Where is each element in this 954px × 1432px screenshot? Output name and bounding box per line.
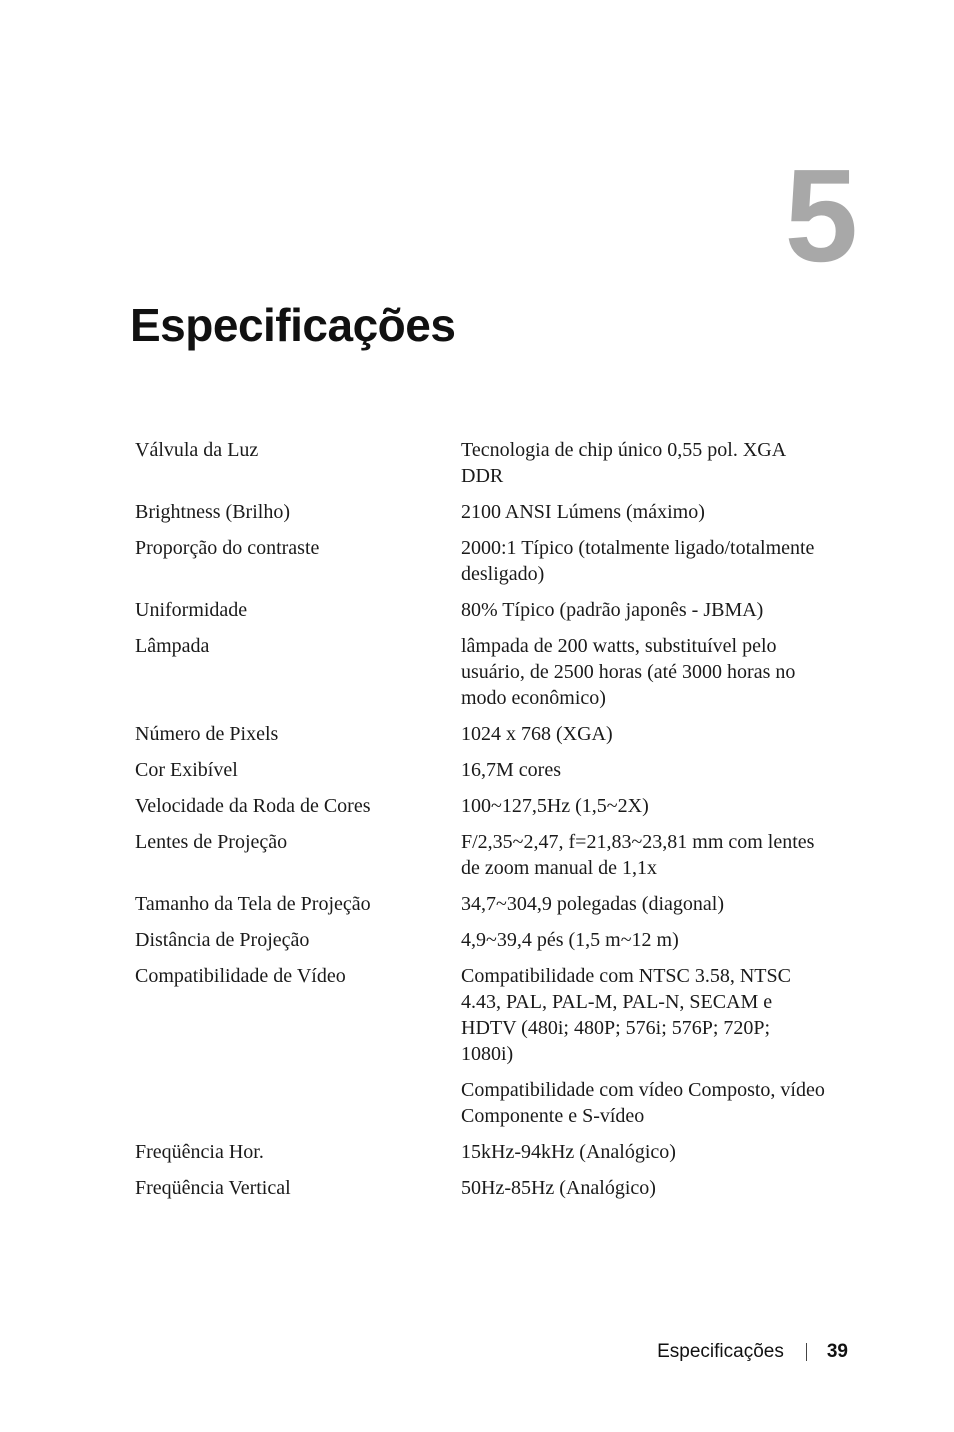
spec-value xyxy=(461,1175,825,1211)
spec-value-text: 4,9~39,4 pés (1,5 m~12 m) xyxy=(461,929,679,951)
spec-value xyxy=(461,499,825,535)
spec-value xyxy=(461,721,825,757)
spec-row xyxy=(135,963,825,1139)
spec-value-text: 15kHz-94kHz (Analógico) xyxy=(461,1141,676,1163)
spec-value xyxy=(461,757,825,793)
spec-row xyxy=(135,757,825,793)
spec-value xyxy=(461,891,825,927)
spec-label: Lentes de Projeção xyxy=(135,831,288,853)
spec-label: Cor Exibível xyxy=(135,759,238,781)
spec-value-text: 100~127,5Hz (1,5~2X) xyxy=(461,795,649,817)
spec-value-text: 16,7M cores xyxy=(461,759,561,781)
spec-label: Compatibilidade de Vídeo xyxy=(135,965,346,987)
spec-label: Velocidade da Roda de Cores xyxy=(135,795,371,817)
spec-value-text: 2000:1 Típico (totalmente ligado/totalmente desligado) xyxy=(461,537,815,585)
spec-value-text: Compatibilidade com vídeo Composto, vídeo Componente e S-vídeo xyxy=(461,1079,825,1127)
spec-row xyxy=(135,891,825,927)
spec-label: Distância de Projeção xyxy=(135,929,310,951)
spec-row xyxy=(135,499,825,535)
spec-value-text: 34,7~304,9 polegadas (diagonal) xyxy=(461,893,724,915)
spec-value-text: lâmpada de 200 watts, substituível pelo usuário, de 2500 horas (até 3000 horas no modo econômico) xyxy=(461,635,796,709)
spec-label: Tamanho da Tela de Projeção xyxy=(135,893,371,915)
footer-separator xyxy=(806,1343,807,1361)
spec-value-text: F/2,35~2,47, f=21,83~23,81 mm com lentes de zoom manual de 1,1x xyxy=(461,831,815,879)
spec-value-text: 50Hz-85Hz (Analógico) xyxy=(461,1177,656,1199)
spec-value xyxy=(461,963,825,1139)
page-title: Especificações xyxy=(130,299,456,351)
spec-row xyxy=(135,633,825,721)
page-number: 39 xyxy=(826,1341,848,1362)
spec-label: Proporção do contraste xyxy=(135,537,320,559)
spec-table-body xyxy=(135,437,825,1211)
spec-value xyxy=(461,829,825,891)
spec-value xyxy=(461,633,825,721)
spec-value-text: Compatibilidade com NTSC 3.58, NTSC 4.43, PAL, PAL-M, PAL-N, SECAM e HDTV (480i; 480P; 576i; 576P; 720P; 1080i) xyxy=(461,965,791,1065)
footer-section-title: Especificações xyxy=(657,1341,784,1362)
spec-label: Lâmpada xyxy=(135,635,210,657)
spec-value xyxy=(461,1139,825,1175)
spec-value-text: 2100 ANSI Lúmens (máximo) xyxy=(461,501,705,523)
spec-value xyxy=(461,437,825,499)
spec-value-text: 80% Típico (padrão japonês - JBMA) xyxy=(461,599,764,621)
spec-value xyxy=(461,927,825,963)
spec-table xyxy=(135,437,825,1211)
spec-row xyxy=(135,1175,825,1211)
spec-row xyxy=(135,597,825,633)
spec-value xyxy=(461,535,825,597)
spec-label: Uniformidade xyxy=(135,599,248,621)
chapter-number: 5 xyxy=(784,142,858,289)
spec-value xyxy=(461,597,825,633)
spec-row xyxy=(135,437,825,499)
spec-row xyxy=(135,535,825,597)
spec-value-text: Tecnologia de chip único 0,55 pol. XGA DDR xyxy=(461,439,786,487)
spec-row xyxy=(135,829,825,891)
spec-value xyxy=(461,793,825,829)
spec-label: Freqüência Vertical xyxy=(135,1177,291,1199)
spec-row xyxy=(135,927,825,963)
spec-label: Válvula da Luz xyxy=(135,439,259,461)
spec-row xyxy=(135,1139,825,1175)
spec-label: Freqüência Hor. xyxy=(135,1141,264,1163)
spec-label: Brightness (Brilho) xyxy=(135,501,290,523)
spec-label: Número de Pixels xyxy=(135,723,279,745)
spec-row xyxy=(135,721,825,757)
spec-value-text: 1024 x 768 (XGA) xyxy=(461,723,613,745)
page-footer xyxy=(657,1338,848,1366)
spec-row xyxy=(135,793,825,829)
